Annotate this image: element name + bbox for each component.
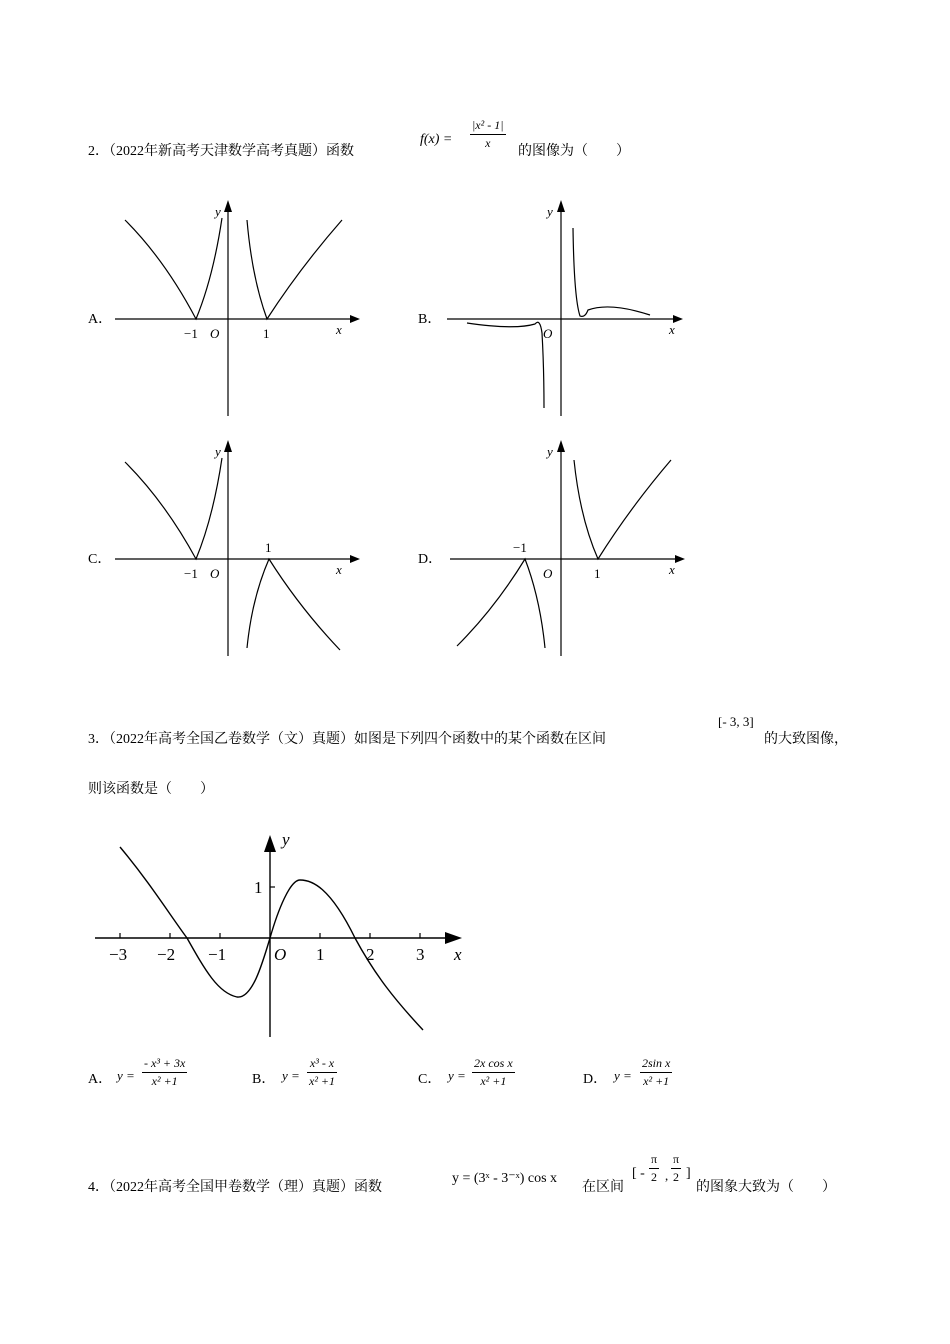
q3-option-d-lhs: y = (614, 1068, 632, 1083)
q3-option-b-fraction (307, 1056, 337, 1089)
fraction-bar (671, 1168, 681, 1169)
origin-label: O (543, 566, 553, 581)
q2-option-d-label: D． (418, 552, 443, 567)
q3-line2: 则该函数是（ ） (88, 782, 214, 797)
tick-label-one: 1 (263, 326, 270, 341)
q3-text2: 的大致图像， (764, 732, 848, 747)
tick-label-neg-one: −1 (513, 540, 527, 555)
q2-graph-b (445, 198, 695, 420)
q2-number: 2． (88, 144, 109, 159)
q2-formula-denominator: x (485, 136, 491, 150)
q4-lead: 函数 (354, 1180, 382, 1195)
tick-label-neg-two: −2 (157, 945, 176, 964)
y-axis-label: y (215, 444, 221, 459)
y-axis-label: y (547, 444, 553, 459)
numerator: 2x cos x (474, 1056, 513, 1070)
tick-label-three: 3 (416, 945, 425, 964)
origin-label: O (274, 945, 287, 964)
y-axis-arrow (264, 835, 276, 852)
q3-option-d-fraction (640, 1056, 672, 1089)
q4-source: （2022年高考全国甲卷数学（理）真题） (109, 1180, 354, 1195)
q2-graph-a (110, 198, 360, 420)
q4-formula: y = (3ˣ - 3⁻ˣ) cos x (452, 1171, 558, 1186)
x-axis-arrow (350, 555, 360, 563)
y-axis-arrow (557, 440, 565, 452)
q3-option-b-lhs: y = (282, 1068, 300, 1083)
q2-formula-numerator: |x² - 1| (472, 118, 504, 132)
q4-mid: 在区间 (582, 1180, 624, 1195)
q4-interval-left: [ - (632, 1166, 645, 1181)
y-tick-label-one: 1 (254, 878, 263, 897)
y-axis-label: y (215, 204, 221, 219)
numerator: - x³ + 3x (144, 1056, 186, 1070)
curve (247, 220, 342, 319)
y-axis-arrow (224, 200, 232, 212)
q3-option-a (88, 1068, 112, 1088)
numerator: 2sin x (642, 1056, 671, 1070)
q3-number: 3． (88, 732, 109, 747)
numerator: π (651, 1152, 658, 1166)
x-axis-label: x (336, 322, 342, 337)
tick-label-neg-one: −1 (184, 326, 198, 341)
fraction-bar (470, 134, 506, 135)
curve (573, 228, 650, 316)
q3-option-d (583, 1068, 607, 1088)
q2-option-a-label: A． (88, 312, 113, 327)
q3-option-c-fraction (472, 1056, 515, 1089)
denominator: x² +1 (151, 1074, 178, 1088)
fraction-bar (307, 1072, 337, 1073)
q4-tail: 的图象大致为（ ） (696, 1180, 836, 1195)
denominator: x² +1 (309, 1074, 336, 1088)
q2-formula-lhs: f(x) = (420, 132, 453, 147)
q4-number: 4． (88, 1180, 109, 1195)
curve (247, 559, 340, 650)
q4-interval-fraction-2 (671, 1152, 681, 1185)
q4-line (88, 1178, 382, 1198)
numerator: x³ - x (309, 1056, 335, 1070)
x-axis-label: x (669, 322, 675, 337)
q4-interval-comma: , (665, 1168, 669, 1183)
x-axis-arrow (445, 932, 462, 944)
curve (467, 322, 544, 408)
q2-lead: 函数 (326, 144, 354, 159)
q3-option-a-fraction (142, 1056, 187, 1089)
q3-interval: [- 3, 3] (718, 714, 754, 729)
q4-interval-right: ] (686, 1166, 691, 1181)
q4-interval-fraction-1 (649, 1152, 659, 1185)
origin-label: O (543, 326, 553, 341)
fraction-bar (649, 1168, 659, 1169)
curve (574, 460, 671, 559)
q3-option-a-label: A． (88, 1072, 113, 1087)
tick-label-one: 1 (594, 566, 601, 581)
q2-tail: 的图像为（ ） (518, 144, 630, 159)
curve (457, 559, 545, 648)
tick-label-two: 2 (366, 945, 375, 964)
curve (125, 458, 222, 559)
denominator: 2 (673, 1170, 680, 1184)
fraction-bar (472, 1072, 515, 1073)
y-axis-arrow (224, 440, 232, 452)
x-axis-label: x (669, 562, 675, 577)
fraction-bar (142, 1072, 187, 1073)
q2-source: （2022年新高考天津数学高考真题） (109, 144, 326, 159)
tick-label-neg-one: −1 (208, 945, 227, 964)
x-axis-label: x (336, 562, 342, 577)
q2-line (88, 142, 354, 162)
q2-graph-c (110, 438, 360, 660)
q3-option-b (252, 1068, 275, 1088)
tick-label-one: 1 (316, 945, 325, 964)
q3-option-a-lhs: y = (117, 1068, 135, 1083)
y-axis-arrow (557, 200, 565, 212)
origin-label: O (210, 326, 220, 341)
q2-option-c-label: C． (88, 552, 112, 567)
q2-option-b-label: B． (418, 312, 442, 327)
tick-label-neg-one: −1 (184, 566, 198, 581)
fraction-bar (640, 1072, 672, 1073)
y-axis-label: y (282, 830, 290, 849)
q3-graph (90, 825, 480, 1040)
q3-option-d-label: D． (583, 1072, 608, 1087)
q3-source: （2022年高考全国乙卷数学（文）真题） (109, 732, 354, 747)
q3-text1: 如图是下列四个函数中的某个函数在区间 (354, 732, 606, 747)
denominator: x² +1 (643, 1074, 670, 1088)
q3-option-c (418, 1068, 441, 1088)
x-axis-arrow (675, 555, 685, 563)
curve (125, 218, 222, 319)
denominator: 2 (651, 1170, 658, 1184)
q3-option-c-label: C． (418, 1072, 442, 1087)
q3-option-c-lhs: y = (448, 1068, 466, 1083)
origin-label: O (210, 566, 220, 581)
q3-option-b-label: B． (252, 1072, 276, 1087)
tick-label-one: 1 (265, 540, 272, 555)
numerator: π (673, 1152, 680, 1166)
q2-graph-d (445, 438, 695, 660)
x-axis-label: x (454, 945, 462, 964)
tick-label-neg-three: −3 (109, 945, 128, 964)
x-axis-arrow (350, 315, 360, 323)
q3-line1 (88, 730, 606, 750)
y-axis-label: y (547, 204, 553, 219)
denominator: x² +1 (480, 1074, 507, 1088)
q2-formula-fraction (470, 118, 506, 151)
